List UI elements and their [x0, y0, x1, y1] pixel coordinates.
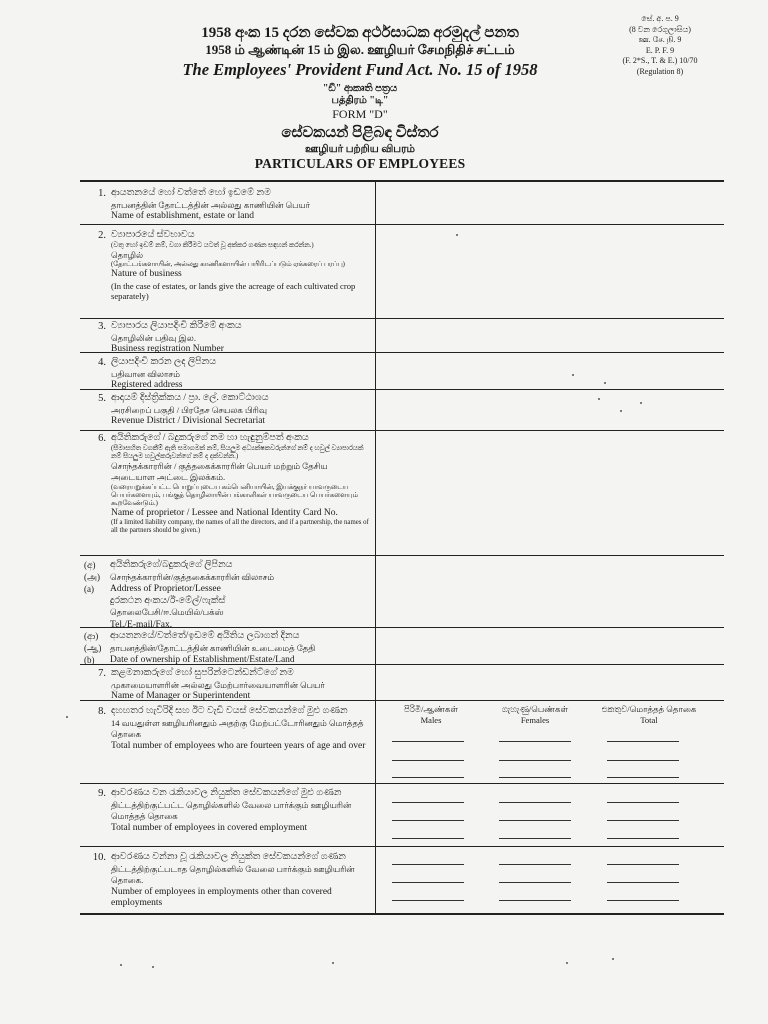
sub-label: (a): [84, 584, 94, 594]
column-header-local: ගැහැණු/பெண்கள்: [501, 704, 569, 714]
scan-speck: [456, 234, 458, 236]
particulars-table: [80, 180, 724, 915]
contact-label-sinhala: දුරකථන අංකය/ඊ-මේල්/ෆැක්ස්: [110, 595, 226, 606]
ref-line: (F. 2*S., T. & E.) 10/70: [622, 56, 698, 65]
scan-speck: [604, 382, 606, 384]
scan-speck: [572, 374, 574, 376]
answer-proprietor-name[interactable]: [378, 432, 724, 554]
sub-label: (ஆ): [84, 642, 102, 653]
total-field[interactable]: [607, 802, 679, 803]
label-english: Registered address: [111, 380, 183, 390]
label-english: Name of establishment, estate or land: [111, 211, 254, 221]
males-field[interactable]: [392, 777, 464, 778]
answer-establishment-name[interactable]: [378, 182, 724, 223]
total-field[interactable]: [607, 741, 679, 742]
total-field[interactable]: [607, 864, 679, 865]
females-field[interactable]: [499, 802, 571, 803]
answer-proprietor-address[interactable]: [378, 557, 724, 626]
particulars-heading-sinhala: සේවකයන් පිළිබඳ විස්තර: [281, 125, 439, 141]
label-tamil: 14 வயதுள்ள ஊழியரினதும் அதற்கு மேற்பட்டோரினதும் மொத்தத் தொகை: [111, 717, 364, 739]
rule: [80, 430, 724, 431]
rule: [80, 555, 724, 556]
label-english: Name of Manager or Superintendent: [111, 691, 251, 701]
females-field[interactable]: [499, 838, 571, 839]
answer-revenue-district[interactable]: [378, 391, 724, 429]
total-field[interactable]: [607, 820, 679, 821]
label-sinhala: ආයතනයේ හෝ වත්තේ හෝ ඉඩමේ නම: [111, 188, 271, 198]
females-field[interactable]: [499, 760, 571, 761]
note-english: (If a limited liability company, the names of all the directors, and if a partnership, the names of all the partners should be given.): [111, 519, 369, 534]
females-field[interactable]: [499, 820, 571, 821]
act-title-sinhala: 1958 අංක 15 දරන සේවක අර්ථසාධක අරමුදල් පනත: [201, 25, 519, 41]
label-tamil: முகாமையாளரின் அல்லது மேற்பார்வையாளரின் பெயர்: [111, 679, 325, 690]
label-tamil: சொந்தக்காரரின் / குத்தகைக்காரரின் பெயர் மற்றும் தேசிய அடையாள அட்டை இலக்கம்.: [111, 460, 328, 482]
contact-label-tamil: தொலைபேசி/ஈ.மெயில்/பக்ஸ்: [110, 607, 224, 617]
sub-label: (அ): [84, 571, 100, 582]
ref-line: E. P. F. 9: [645, 45, 675, 55]
males-field[interactable]: [392, 838, 464, 839]
label-english: Address of Proprietor/Lessee: [110, 584, 221, 594]
scan-speck: [152, 966, 154, 968]
label-english: Total number of employees in covered employment: [111, 822, 308, 833]
note-tamil: (தோட்டங்களாயின், அல்லது காணிகளாயின் பயிரிடப்படும் ஏக்கரைப் பரப்பு): [111, 261, 345, 268]
rule: [80, 846, 724, 847]
males-field[interactable]: [392, 882, 464, 883]
item-number: 8.: [98, 706, 106, 717]
label-sinhala: ලියාපදිංචි කරන ලද ලිපිනය: [111, 357, 217, 367]
label-english: Total number of employees who are fourteen years of age and over: [111, 740, 366, 751]
act-title-tamil: 1958 ம் ஆண்டின் 15 ம் இல. ஊழியர் சேமநிதிச் சட்டம்: [205, 42, 515, 57]
sub-label: (b): [84, 655, 95, 665]
label-sinhala: ආදායම් දිස්ත්‍රික්කය / ප්‍රා. ලේ. කොට්ඨාශය: [111, 393, 269, 403]
column-header-local: එකතුව/மொத்தத் தொகை: [601, 704, 697, 714]
form-name-sinhala: "ඩී" ආකෘති පත්‍රය: [322, 83, 398, 94]
label-sinhala: කළමනාකරුගේ හෝ සුපරින්ටෙන්ඩන්ට්ගේ නම: [111, 668, 294, 678]
answer-registration-number[interactable]: [378, 320, 724, 351]
label-english: Revenue District / Divisional Secretariat: [111, 416, 266, 426]
males-field[interactable]: [392, 741, 464, 742]
label-sinhala: ආයතනයේ/වත්තේ/ඉඩමේ අයිතිය ලබාගත් දිනය: [110, 631, 300, 641]
label-sinhala: ව්‍යාපාරය ලියාපදිංචි කිරීමේ අංකය: [111, 321, 242, 331]
males-field[interactable]: [392, 820, 464, 821]
column-header-males: [386, 704, 476, 725]
females-field[interactable]: [499, 741, 571, 742]
total-field[interactable]: [607, 760, 679, 761]
note-tamil: (வரையறுக்கப்பட்ட பொறுப்புடைய கம்பெனியாயின், இயக்குநர் யாவருடைய பெயர்களையும், பங்குத் தொழிலாயின் பங்காளிகள் யாவருடைய பெயர்களையும் கூறவேண்டும்.): [111, 483, 358, 507]
scan-speck: [612, 958, 614, 960]
answer-ownership-date[interactable]: [378, 629, 724, 663]
label-sinhala: ආවරණය වන රැකියාවල නියුක්ත සේවකයන්ගේ මුළු ගණන: [111, 788, 342, 798]
scan-speck: [598, 398, 600, 400]
answer-registered-address[interactable]: [378, 354, 724, 388]
label-sinhala: ආවරණය වන්නා වූ රැකියාවල නියුක්ත සේවකයන්ගේ ගණන: [111, 852, 346, 862]
label-sinhala: ව්‍යාපාරයේ ස්වභාවය: [111, 230, 195, 240]
label-tamil: தாபனத்தின்/தோட்டத்தின் காணியின் உடைமைத் தேதி: [110, 642, 316, 653]
column-divider: [375, 180, 376, 914]
scan-speck: [120, 964, 122, 966]
item-number: 5.: [98, 393, 106, 404]
scan-speck: [620, 410, 622, 412]
column-header-english: Total: [640, 714, 658, 725]
total-field[interactable]: [607, 838, 679, 839]
males-field[interactable]: [392, 760, 464, 761]
label-english: Date of ownership of Establishment/Estate/Land: [110, 655, 295, 665]
item-number: 4.: [98, 357, 106, 368]
answer-manager-name[interactable]: [378, 666, 724, 699]
ref-line: සේ. අ. ප. 9: [641, 14, 679, 23]
label-tamil: சொந்தக்காரரின்/குத்தகைக்காரரின் விலாசம்: [110, 571, 275, 582]
label-tamil: தொழிலின் பதிவு இல.: [111, 332, 196, 343]
label-english: Business registration Number: [111, 344, 224, 354]
males-field[interactable]: [392, 864, 464, 865]
rule: [80, 913, 724, 915]
note-sinhala: (සීමාසහිත වගකීම් ඇති සමාගමක් නම්, සියලුම අධ්‍යක්ෂකවරුන්ගේ නම් ද හවුල් ව්‍යාපාරයක් නම් සියලුම හවුල්කරුවන්ගේ නම් ද දක්වන්න.): [111, 444, 364, 460]
total-field[interactable]: [607, 777, 679, 778]
scan-speck: [566, 962, 568, 964]
females-field[interactable]: [499, 864, 571, 865]
scan-speck: [332, 962, 334, 964]
particulars-heading-tamil: ஊழியர் பற்றிய விபரம்: [305, 144, 415, 155]
label-tamil: தாபனத்தின் தோட்டத்தின் அல்லது காணியின் பெயர்: [111, 199, 311, 210]
ref-line: (8 වන රෙගුලාසිය): [629, 24, 691, 34]
item-number: 6.: [98, 433, 106, 444]
males-field[interactable]: [392, 900, 464, 901]
rule: [80, 783, 724, 784]
particulars-heading-english: PARTICULARS OF EMPLOYEES: [254, 156, 466, 171]
label-tamil: திட்டத்திற்குட்படாத தொழில்களில் வேலை பார்க்கும் ஊழியரின் தொகை.: [111, 863, 355, 885]
label-tamil: தொழில்: [111, 249, 144, 260]
column-header-females: [490, 704, 580, 725]
ref-line: ஊ. சே. நி. 9: [638, 35, 682, 44]
rule: [80, 224, 724, 225]
males-field[interactable]: [392, 802, 464, 803]
total-field[interactable]: [607, 882, 679, 883]
scan-speck: [66, 716, 68, 718]
label-tamil: பதிவான விலாசம்: [111, 368, 180, 379]
note-english: (In the case of estates, or lands give the acreage of each cultivated crop separately): [111, 280, 356, 301]
sub-label: (ආ): [84, 631, 99, 641]
answer-nature-of-business[interactable]: [378, 226, 724, 317]
label-tamil: அரசிறைப் பகுதி / பிரதேச செயலக பிரிவு: [111, 404, 267, 415]
label-sinhala: දහහතර හැවිරිදි සහ ඊට වැඩි වයස් සේවකයන්ගේ මුළු ගණන: [111, 706, 348, 716]
item-number: 10.: [92, 852, 106, 863]
item-number: 3.: [98, 321, 106, 332]
label-sinhala: අයිතිකරුගේ/බදුකරුගේ ලිපිනය: [110, 560, 233, 570]
form-name-english: FORM "D": [332, 107, 388, 121]
column-header-english: Males: [420, 714, 442, 725]
label-english: Number of employees in employments other than covered employments: [111, 886, 332, 908]
females-field[interactable]: [499, 882, 571, 883]
item-number: 2.: [98, 230, 106, 241]
females-field[interactable]: [499, 777, 571, 778]
sub-label: (අ): [84, 560, 96, 570]
rule: [80, 318, 724, 319]
total-field[interactable]: [607, 900, 679, 901]
item-number: 9.: [98, 788, 106, 799]
label-english: Name of proprietor / Lessee and National Identity Card No.: [111, 507, 338, 518]
scan-speck: [640, 402, 642, 404]
act-title-english: The Employees' Provident Fund Act. No. 15 of 1958: [182, 60, 538, 79]
ref-line: (Regulation 8): [636, 66, 684, 76]
note-sinhala: (වතු හෝ ඉඩම් නම්, වගා කිරීමට යටත් වූ අක්කර ගණන සඳහන් කරන්න.): [111, 241, 314, 249]
column-header-local: පිරිමි/ஆண்கள்: [403, 704, 459, 714]
item-number: 1.: [98, 188, 106, 199]
label-tamil: திட்டத்திற்குட்பட்ட தொழில்களில் வேலை பார்க்கும் ஊழியரின் மொத்தத் தொகை: [111, 799, 352, 821]
label-sinhala: අයිතිකරුගේ / බදුකරුගේ නම හා හැඳුනුම්පත් අංකය: [111, 433, 309, 443]
contact-label-english: Tel./E-mail/Fax.: [110, 619, 173, 630]
item-number: 7.: [98, 668, 106, 679]
females-field[interactable]: [499, 900, 571, 901]
form-reference: [600, 14, 720, 77]
label-english: Nature of business: [111, 269, 182, 279]
column-header-english: Females: [520, 714, 550, 725]
form-name-tamil: பத்திரம் "டி": [331, 95, 389, 106]
column-header-total: [599, 704, 699, 725]
